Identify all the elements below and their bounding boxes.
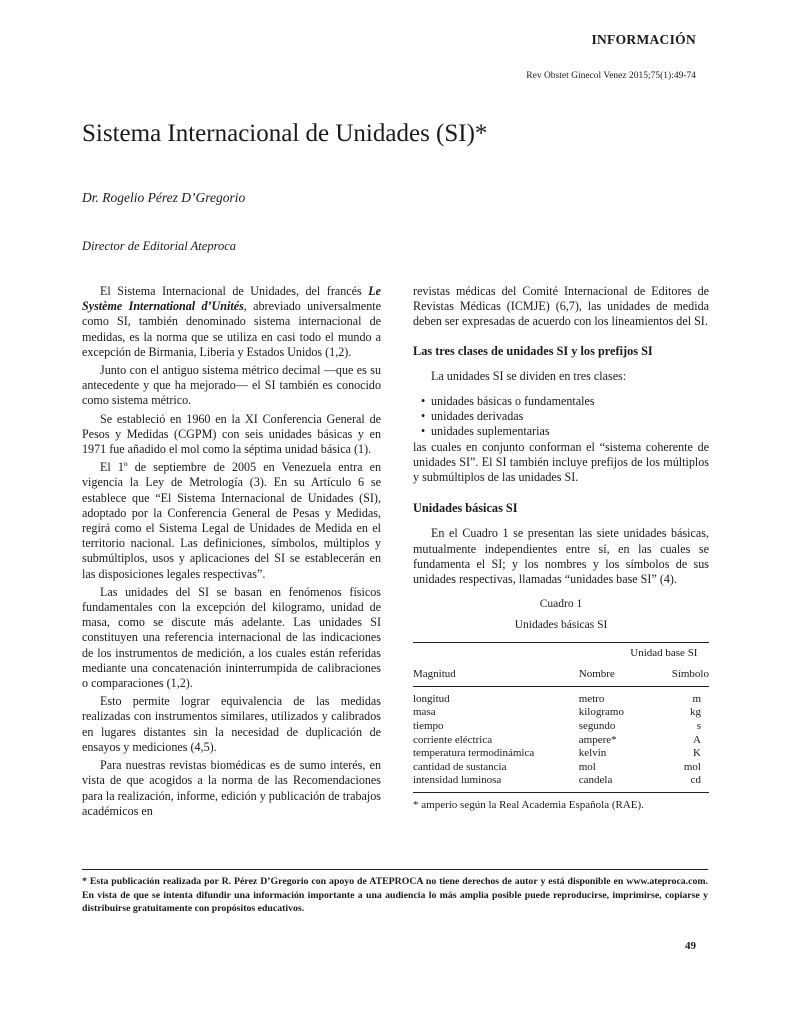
heading-basic-units: Unidades básicas SI	[413, 501, 518, 516]
table-note: * amperio según la Real Academia Española (RAE).	[413, 799, 644, 811]
section-label: INFORMACIÓN	[591, 32, 696, 47]
cell-nombre: kelvin	[578, 747, 607, 760]
paragraph-8: revistas médicas del Comité Internacional de Editores de Revistas Médicas (ICMJE) (6,7), las unidades de medida deben ser expresadas de acuerdo con los lineamientos del SI.	[413, 284, 709, 329]
table-number: Cuadro 1	[539, 598, 583, 611]
heading-unit-classes: Las tres clases de unidades SI y los prefijos SI	[413, 343, 653, 358]
left-column	[82, 284, 381, 822]
cell-nombre: mol	[578, 760, 596, 773]
cell-magnitud: intensidad luminosa	[413, 774, 579, 792]
cell-magnitud: corriente eléctrica	[413, 733, 493, 746]
cell-simbolo: cd	[656, 774, 709, 792]
author-name: Dr. Rogelio Pérez D’Gregorio	[82, 190, 246, 205]
table-row	[413, 706, 709, 720]
paragraph-11: En el Cuadro 1 se presentan las siete unidades básicas, mutualmente independientes entre sí, en las cuales se fundamenta el SI; y los nombres y los símbolos de sus unidades respectivas, llamadas “unidades base SI” (4).	[413, 526, 709, 587]
cell-simbolo: m	[692, 692, 701, 705]
table-row	[413, 720, 709, 734]
paragraph-6: Esto permite lograr equivalencia de las medidas realizadas con instrumentos similares, utilizados y calibrados en lugares distantes sin la necesidad de duplicación de ensayos y mediciones (4,5).	[82, 694, 381, 754]
list-item: • unidades derivadas	[421, 409, 709, 424]
table-row	[413, 761, 709, 775]
cell-magnitud: masa	[413, 706, 436, 719]
cell-nombre: ampere*	[578, 733, 617, 746]
table-caption	[413, 597, 709, 633]
footnote: * Esta publicación realizada por R. Pérez D’Gregorio con apoyo de ATEPROCA no tiene derechos de autor y está disponible en www.ateproca.com. En vista de que se intenta difundir una información importante a una audiencia lo más amplia posible puede reproducirse, imprimirse, copiarse y distribuirse gratuitamente con propósitos educativos.	[82, 876, 708, 914]
header-nombre: Nombre	[579, 660, 656, 686]
table-row	[413, 734, 709, 748]
table-title: Unidades básicas SI	[514, 619, 608, 632]
footnote-divider	[82, 869, 708, 870]
right-column	[413, 284, 709, 813]
table-group-header-row	[413, 642, 709, 660]
paragraph-1	[82, 284, 381, 360]
table-row	[413, 747, 709, 761]
paragraph-4: El 1º de septiembre de 2005 en Venezuela entra en vigencia la Ley de Metrología (3). En su Artículo 6 se establece que “El Sistema Internacional de Unidades (SI), adoptado por la Conferencia General de Pesas y Medidas, regirá como el Sistema Legal de Unidades de Medida en el territorio nacional. Las definiciones, símbolos, múltiplos y submúltiplos, usos y aplicaciones del SI se establecerán en las disposiciones legales respectivas”.	[82, 460, 381, 581]
header-simbolo: Símbolo	[656, 660, 709, 686]
table-row	[413, 774, 709, 792]
cell-simbolo: kg	[690, 706, 701, 719]
cell-magnitud: cantidad de sustancia	[413, 760, 507, 773]
paragraph-2: Junto con el antiguo sistema métrico decimal —que es su antecedente y que ha mejorado— el SI también es conocido como sistema métrico.	[82, 363, 381, 408]
paragraph-7: Para nuestras revistas biomédicas es de sumo interés, en vista de que acogidos a la norma de las Recomendaciones para la realización, informe, edición y publicación de trabajos académicos en	[82, 758, 381, 818]
paragraph-10: las cuales en conjunto conforman el “sistema coherente de unidades SI”. El SI también incluye prefijos de los múltiplos y submúltiplos de las unidades SI.	[413, 439, 709, 485]
header-magnitud: Magnitud	[413, 660, 579, 686]
paragraph-1-end: , abreviado universalmente como SI, también denominado sistema internacional de medidas, es la norma que se utiliza en casi todo el mundo a excepción de Birmania, Liberia y Estados Unidos (1,2).	[82, 299, 381, 359]
cell-nombre: kilogramo	[578, 706, 624, 719]
cell-simbolo: K	[693, 747, 701, 760]
table-row	[413, 693, 709, 707]
paragraph-9: La unidades SI se dividen en tres clases:	[431, 368, 627, 383]
page-number: 49	[685, 940, 696, 952]
journal-citation: Rev Obstet Ginecol Venez 2015;75(1):49-74	[526, 71, 696, 81]
si-base-units-table	[413, 642, 709, 793]
table-header-row	[413, 660, 709, 686]
list-item: • unidades suplementarias	[421, 424, 709, 439]
cell-nombre: candela	[579, 774, 656, 792]
author-affiliation: Director de Editorial Ateproca	[82, 239, 237, 253]
cell-simbolo: A	[693, 733, 701, 746]
list-item: • unidades básicas o fundamentales	[421, 394, 709, 409]
group-header: Unidad base SI	[579, 642, 709, 660]
paragraph-5: Las unidades del SI se basan en fenómenos físicos fundamentales con la excepción del kilogramo, unidad de masa, como se discute más adelante. Las unidades SI constituyen una referencia internacional de las indicaciones de los instrumentos de medición, a los cuales están referidas mediante una concatenación ininterrumpida de calibraciones o comparaciones (1,2).	[82, 584, 381, 691]
paragraph-3: Se estableció en 1960 en la XI Conferencia General de Pesos y Medidas (CGPM) con seis unidades básicas y en 1971 fue añadido el mol como la séptima unidad básica (1).	[82, 411, 381, 457]
paragraph-1-start: El Sistema Internacional de Unidades, del francés	[100, 284, 369, 298]
cell-magnitud: temperatura termodinámica	[413, 747, 535, 760]
french-name: Le Système International d’Unités	[82, 284, 381, 314]
cell-nombre: segundo	[578, 720, 616, 733]
unit-classes-list	[413, 394, 709, 440]
cell-simbolo: mol	[683, 760, 701, 773]
cell-magnitud: longitud	[413, 692, 450, 705]
article-title: Sistema Internacional de Unidades (SI)*	[82, 120, 488, 147]
cell-magnitud: tiempo	[413, 720, 444, 733]
cell-simbolo: s	[696, 720, 701, 733]
cell-nombre: metro	[578, 692, 605, 705]
